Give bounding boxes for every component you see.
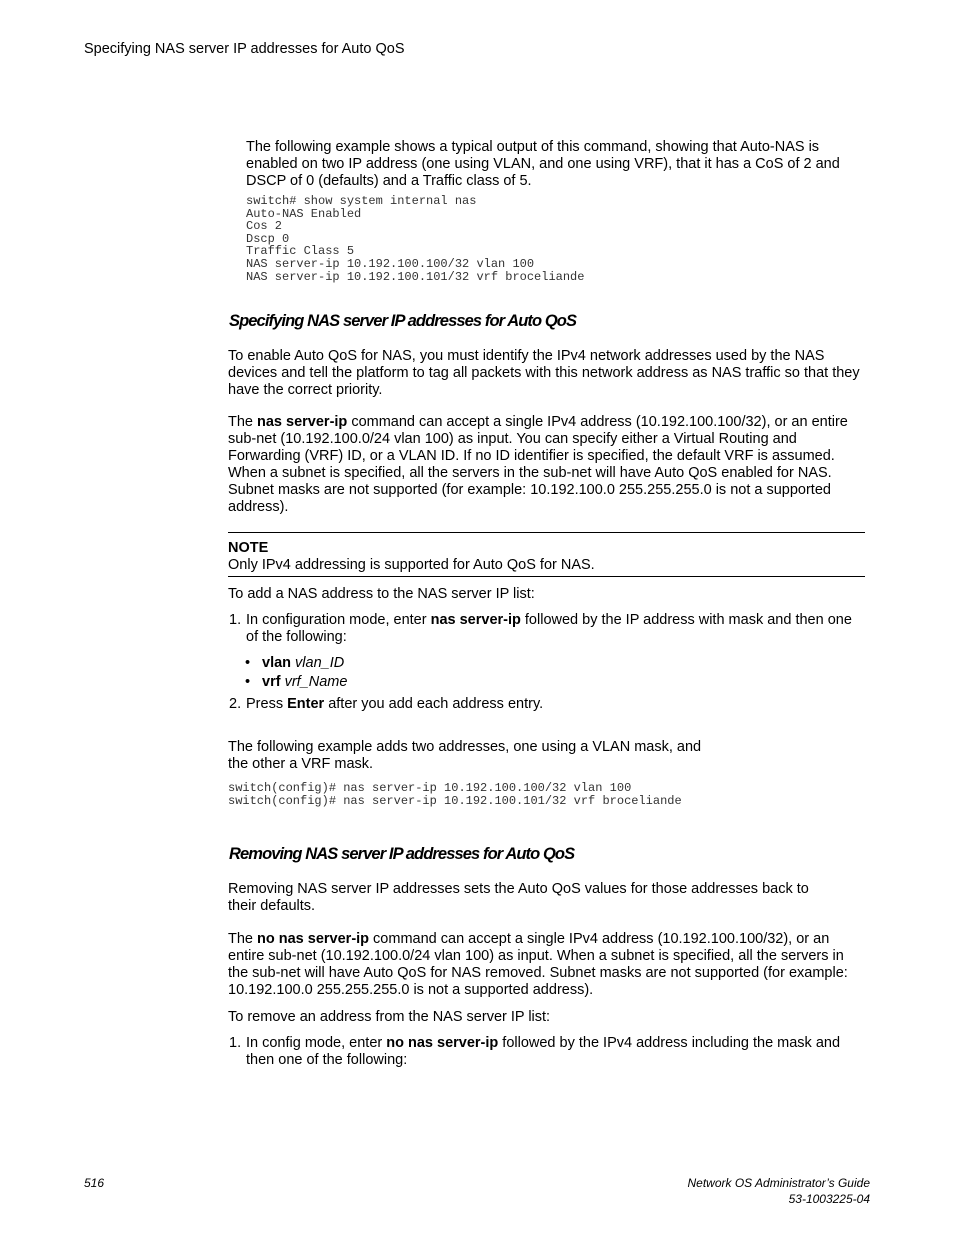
section2-paragraph-1: Removing NAS server IP addresses sets the Auto QoS values for those addresses back to their defaults. — [228, 881, 809, 914]
step1-post: followed by the IPv4 address including the mask and then one of the following: — [246, 1035, 841, 1068]
step2-number: 2. — [229, 696, 242, 712]
p2-pre: The — [228, 414, 258, 430]
bullet-keyword: vrf — [262, 674, 281, 690]
section1-step-2 — [246, 696, 863, 713]
command-no-nas-server-ip: no nas server-ip — [257, 931, 370, 947]
bullet-mark: • — [245, 674, 251, 690]
p2-post: command can accept a single IPv4 address (10.192.100.100/32), or an entire sub-net (10.192.100.0/24 vlan 100) as input. When a subnet is specified, all the servers in the sub-net will have Auto QoS for NAS removed. Subnet masks are not supported (for example: 10.192.100.0 255.255.255.0 is not a supported address). — [228, 931, 848, 998]
step2-key: Enter — [287, 696, 325, 712]
step1-command: nas server-ip — [430, 612, 521, 628]
p2-post: command can accept a single IPv4 address (10.192.100.100/32), or an entire sub-net (10.192.100.0/24 vlan 100) as input. You can specify either a Virtual Routing and Forwarding (VRF) ID, or a VLAN ID. If no ID identifier is specified, the default VRF is assumed. When a subnet is specified, all the servers in the sub-net will have Auto QoS enabled for NAS. Subnet masks are not supported (for example: 10.192.100.0 255.255.255.0 is not a supported address). — [228, 414, 848, 515]
step1-pre: In config mode, enter — [246, 1035, 387, 1051]
note-bottom-rule — [228, 576, 865, 577]
section1-code-block: switch(config)# nas server-ip 10.192.100.100/32 vlan 100 switch(config)# nas server-ip 10.192.100.101/32 vrf broceliande — [228, 781, 682, 808]
section1-paragraph-1: To enable Auto QoS for NAS, you must identify the IPv4 network addresses used by the NAS devices and tell the platform to tag all packets with this network address as NAS traffic so that they have the correct priority. — [228, 348, 860, 398]
page-number: 516 — [84, 1176, 105, 1190]
step1-number: 1. — [229, 1035, 242, 1051]
step1-command: no nas server-ip — [386, 1035, 499, 1051]
footer-doc-title: Network OS Administrator’s Guide — [687, 1176, 870, 1190]
command-nas-server-ip: nas server-ip — [257, 414, 348, 430]
step1-number: 1. — [229, 612, 242, 628]
section2-paragraph-2 — [228, 931, 863, 999]
section-heading-removing: Removing NAS server IP addresses for Auto QoS — [229, 845, 575, 863]
footer-doc-info — [687, 1175, 870, 1207]
section2-step-1 — [246, 1035, 863, 1069]
running-header: Specifying NAS server IP addresses for Auto QoS — [84, 41, 405, 57]
footer-doc-number: 53-1003225-04 — [788, 1192, 870, 1206]
section1-step-1 — [246, 612, 863, 646]
bullet-argument: vlan_ID — [295, 655, 345, 671]
intro-code-block: switch# show system internal nas Auto-NAS Enabled Cos 2 Dscp 0 Traffic Class 5 NAS server-ip 10.192.100.100/32 vlan 100 NAS server-ip 10.192.100.101/32 vrf broceliande — [246, 194, 585, 284]
step2-post: after you add each address entry. — [324, 696, 544, 712]
bullet-mark: • — [245, 655, 251, 671]
section2-steps-intro: To remove an address from the NAS server IP list: — [228, 1009, 551, 1025]
section1-example-text: The following example adds two addresses, one using a VLAN mask, and the other a VRF mask. — [228, 739, 702, 772]
note-label: NOTE — [228, 540, 269, 556]
intro-paragraph: The following example shows a typical output of this command, showing that Auto-NAS is enabled on two IP address (one using VLAN, and one using VRF), that it has a CoS of 2 and DSCP of 0 (defaults) and a Traffic class of 5. — [246, 139, 840, 189]
bullet-vlan — [262, 655, 344, 672]
bullet-argument: vrf_Name — [284, 674, 348, 690]
section-heading-specifying: Specifying NAS server IP addresses for Auto QoS — [229, 312, 577, 330]
bullet-keyword: vlan — [262, 655, 292, 671]
note-top-rule — [228, 532, 865, 533]
p2-pre: The — [228, 931, 258, 947]
step2-pre: Press — [246, 696, 288, 712]
bullet-vrf — [262, 674, 347, 691]
step1-pre: In configuration mode, enter — [246, 612, 431, 628]
step1-post: followed by the IP address with mask and then one of the following: — [246, 612, 852, 645]
section1-steps-intro: To add a NAS address to the NAS server IP list: — [228, 586, 535, 602]
section1-paragraph-2 — [228, 414, 863, 516]
note-text: Only IPv4 addressing is supported for Auto QoS for NAS. — [228, 557, 595, 573]
